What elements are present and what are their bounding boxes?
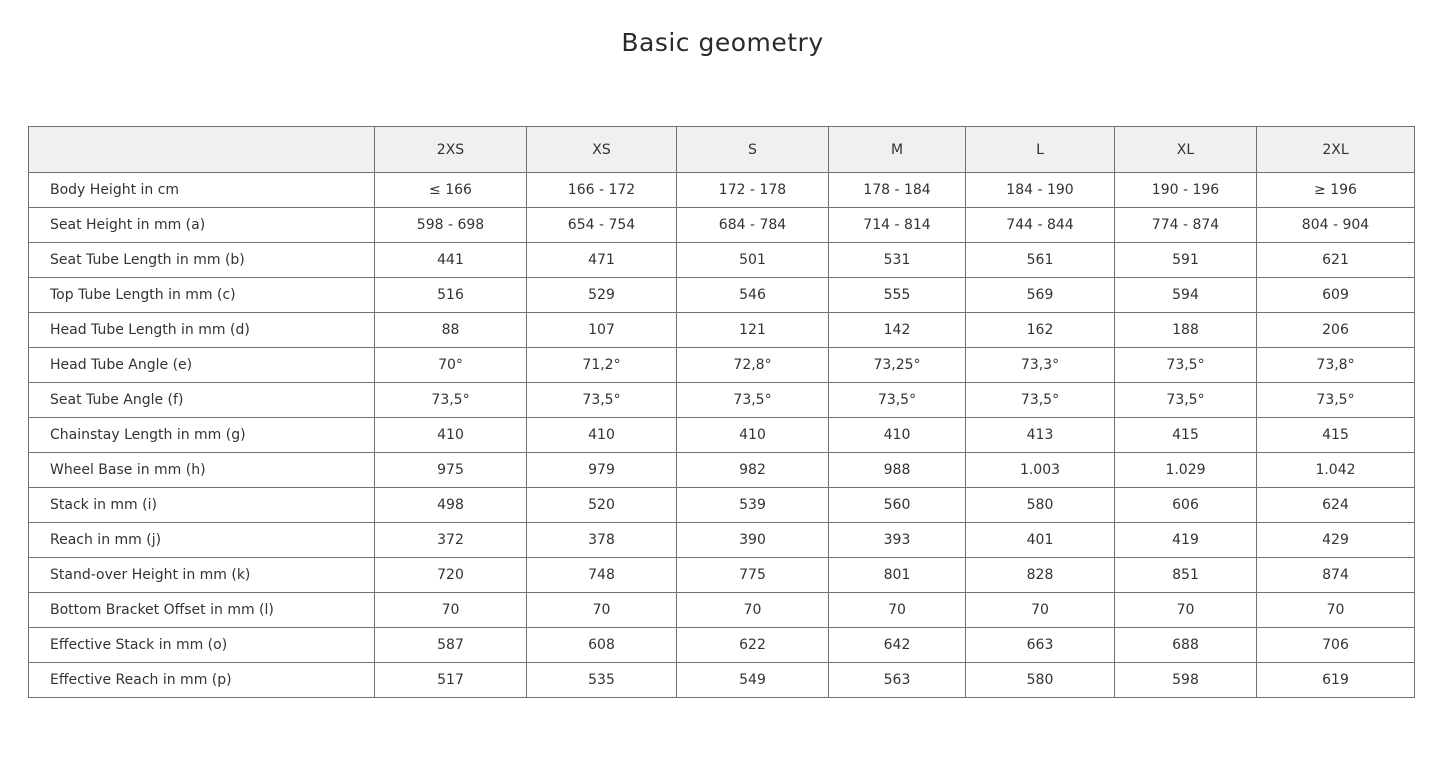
table-row <box>29 558 1415 593</box>
table-cell: 748 <box>527 558 677 593</box>
table-cell: 828 <box>966 558 1115 593</box>
table-cell: 546 <box>677 278 829 313</box>
table-cell: 1.042 <box>1257 453 1415 488</box>
page-title: Basic geometry <box>621 28 824 57</box>
geometry-table <box>28 126 1415 698</box>
table-cell: 498 <box>375 488 527 523</box>
table-cell: 73,5° <box>527 383 677 418</box>
table-cell: 775 <box>677 558 829 593</box>
table-cell: 804 - 904 <box>1257 208 1415 243</box>
row-label: Bottom Bracket Offset in mm (l) <box>29 593 375 628</box>
table-cell: 71,2° <box>527 348 677 383</box>
row-label: Seat Tube Length in mm (b) <box>29 243 375 278</box>
size-header: S <box>677 127 829 173</box>
table-cell: 619 <box>1257 663 1415 698</box>
row-label: Effective Reach in mm (p) <box>29 663 375 698</box>
table-cell: 580 <box>966 488 1115 523</box>
row-label: Top Tube Length in mm (c) <box>29 278 375 313</box>
table-cell: 162 <box>966 313 1115 348</box>
size-header: 2XL <box>1257 127 1415 173</box>
table-cell: 70 <box>966 593 1115 628</box>
table-cell: 413 <box>966 418 1115 453</box>
table-cell: 410 <box>829 418 966 453</box>
row-label: Chainstay Length in mm (g) <box>29 418 375 453</box>
table-cell: 561 <box>966 243 1115 278</box>
table-cell: 563 <box>829 663 966 698</box>
size-header: L <box>966 127 1115 173</box>
table-cell: 73,3° <box>966 348 1115 383</box>
table-cell: 178 - 184 <box>829 173 966 208</box>
table-cell: 188 <box>1115 313 1257 348</box>
table-cell: 471 <box>527 243 677 278</box>
table-cell: 520 <box>527 488 677 523</box>
table-cell: 851 <box>1115 558 1257 593</box>
table-cell: 598 - 698 <box>375 208 527 243</box>
row-label: Head Tube Angle (e) <box>29 348 375 383</box>
row-label: Stack in mm (i) <box>29 488 375 523</box>
table-cell: 88 <box>375 313 527 348</box>
table-cell: 714 - 814 <box>829 208 966 243</box>
size-header: XS <box>527 127 677 173</box>
table-cell: 378 <box>527 523 677 558</box>
size-header: XL <box>1115 127 1257 173</box>
table-cell: 70 <box>527 593 677 628</box>
row-label: Reach in mm (j) <box>29 523 375 558</box>
table-cell: 560 <box>829 488 966 523</box>
table-cell: 390 <box>677 523 829 558</box>
table-cell: ≤ 166 <box>375 173 527 208</box>
row-label: Seat Tube Angle (f) <box>29 383 375 418</box>
table-cell: 663 <box>966 628 1115 663</box>
table-cell: 1.003 <box>966 453 1115 488</box>
table-cell: 184 - 190 <box>966 173 1115 208</box>
table-cell: ≥ 196 <box>1257 173 1415 208</box>
table-row <box>29 523 1415 558</box>
table-cell: 535 <box>527 663 677 698</box>
table-cell: 979 <box>527 453 677 488</box>
table-cell: 587 <box>375 628 527 663</box>
table-cell: 73,5° <box>1257 383 1415 418</box>
table-row <box>29 453 1415 488</box>
table-cell: 975 <box>375 453 527 488</box>
table-cell: 73,25° <box>829 348 966 383</box>
table-cell: 606 <box>1115 488 1257 523</box>
table-cell: 774 - 874 <box>1115 208 1257 243</box>
table-cell: 608 <box>527 628 677 663</box>
table-cell: 988 <box>829 453 966 488</box>
row-label: Effective Stack in mm (o) <box>29 628 375 663</box>
table-cell: 529 <box>527 278 677 313</box>
table-cell: 501 <box>677 243 829 278</box>
table-cell: 372 <box>375 523 527 558</box>
table-cell: 594 <box>1115 278 1257 313</box>
table-cell: 706 <box>1257 628 1415 663</box>
table-row <box>29 663 1415 698</box>
table-cell: 419 <box>1115 523 1257 558</box>
table-cell: 73,5° <box>1115 383 1257 418</box>
table-cell: 555 <box>829 278 966 313</box>
table-cell: 982 <box>677 453 829 488</box>
table-cell: 70° <box>375 348 527 383</box>
table-cell: 166 - 172 <box>527 173 677 208</box>
table-cell: 415 <box>1115 418 1257 453</box>
table-cell: 744 - 844 <box>966 208 1115 243</box>
table-cell: 642 <box>829 628 966 663</box>
table-cell: 874 <box>1257 558 1415 593</box>
table-cell: 70 <box>829 593 966 628</box>
table-cell: 517 <box>375 663 527 698</box>
table-cell: 720 <box>375 558 527 593</box>
row-label: Stand-over Height in mm (k) <box>29 558 375 593</box>
row-label: Seat Height in mm (a) <box>29 208 375 243</box>
table-cell: 598 <box>1115 663 1257 698</box>
row-label: Head Tube Length in mm (d) <box>29 313 375 348</box>
table-cell: 621 <box>1257 243 1415 278</box>
table-cell: 415 <box>1257 418 1415 453</box>
table-cell: 73,5° <box>966 383 1115 418</box>
geometry-table-body <box>29 173 1415 698</box>
row-label: Body Height in cm <box>29 173 375 208</box>
table-cell: 801 <box>829 558 966 593</box>
table-cell: 654 - 754 <box>527 208 677 243</box>
table-header-row <box>29 127 1415 173</box>
table-cell: 190 - 196 <box>1115 173 1257 208</box>
table-cell: 429 <box>1257 523 1415 558</box>
table-row <box>29 348 1415 383</box>
table-cell: 516 <box>375 278 527 313</box>
table-cell: 121 <box>677 313 829 348</box>
table-cell: 410 <box>677 418 829 453</box>
table-cell: 622 <box>677 628 829 663</box>
table-cell: 410 <box>375 418 527 453</box>
table-cell: 684 - 784 <box>677 208 829 243</box>
table-cell: 688 <box>1115 628 1257 663</box>
table-cell: 73,5° <box>677 383 829 418</box>
table-cell: 107 <box>527 313 677 348</box>
table-row <box>29 278 1415 313</box>
size-header: M <box>829 127 966 173</box>
table-row <box>29 208 1415 243</box>
table-cell: 1.029 <box>1115 453 1257 488</box>
table-cell: 73,8° <box>1257 348 1415 383</box>
table-cell: 410 <box>527 418 677 453</box>
table-row <box>29 593 1415 628</box>
table-cell: 70 <box>677 593 829 628</box>
table-cell: 73,5° <box>1115 348 1257 383</box>
table-cell: 401 <box>966 523 1115 558</box>
table-cell: 73,5° <box>375 383 527 418</box>
table-cell: 393 <box>829 523 966 558</box>
table-cell: 206 <box>1257 313 1415 348</box>
row-label: Wheel Base in mm (h) <box>29 453 375 488</box>
table-row <box>29 628 1415 663</box>
table-cell: 172 - 178 <box>677 173 829 208</box>
table-cell: 70 <box>1257 593 1415 628</box>
table-cell: 549 <box>677 663 829 698</box>
size-header: 2XS <box>375 127 527 173</box>
table-cell: 70 <box>1115 593 1257 628</box>
table-cell: 609 <box>1257 278 1415 313</box>
header-corner-cell <box>29 127 375 173</box>
table-row <box>29 313 1415 348</box>
table-cell: 624 <box>1257 488 1415 523</box>
table-cell: 70 <box>375 593 527 628</box>
table-cell: 539 <box>677 488 829 523</box>
table-cell: 441 <box>375 243 527 278</box>
table-cell: 569 <box>966 278 1115 313</box>
table-cell: 73,5° <box>829 383 966 418</box>
table-row <box>29 243 1415 278</box>
table-cell: 531 <box>829 243 966 278</box>
table-row <box>29 173 1415 208</box>
table-row <box>29 488 1415 523</box>
table-cell: 591 <box>1115 243 1257 278</box>
table-cell: 142 <box>829 313 966 348</box>
table-row <box>29 418 1415 453</box>
table-cell: 72,8° <box>677 348 829 383</box>
table-row <box>29 383 1415 418</box>
table-cell: 580 <box>966 663 1115 698</box>
